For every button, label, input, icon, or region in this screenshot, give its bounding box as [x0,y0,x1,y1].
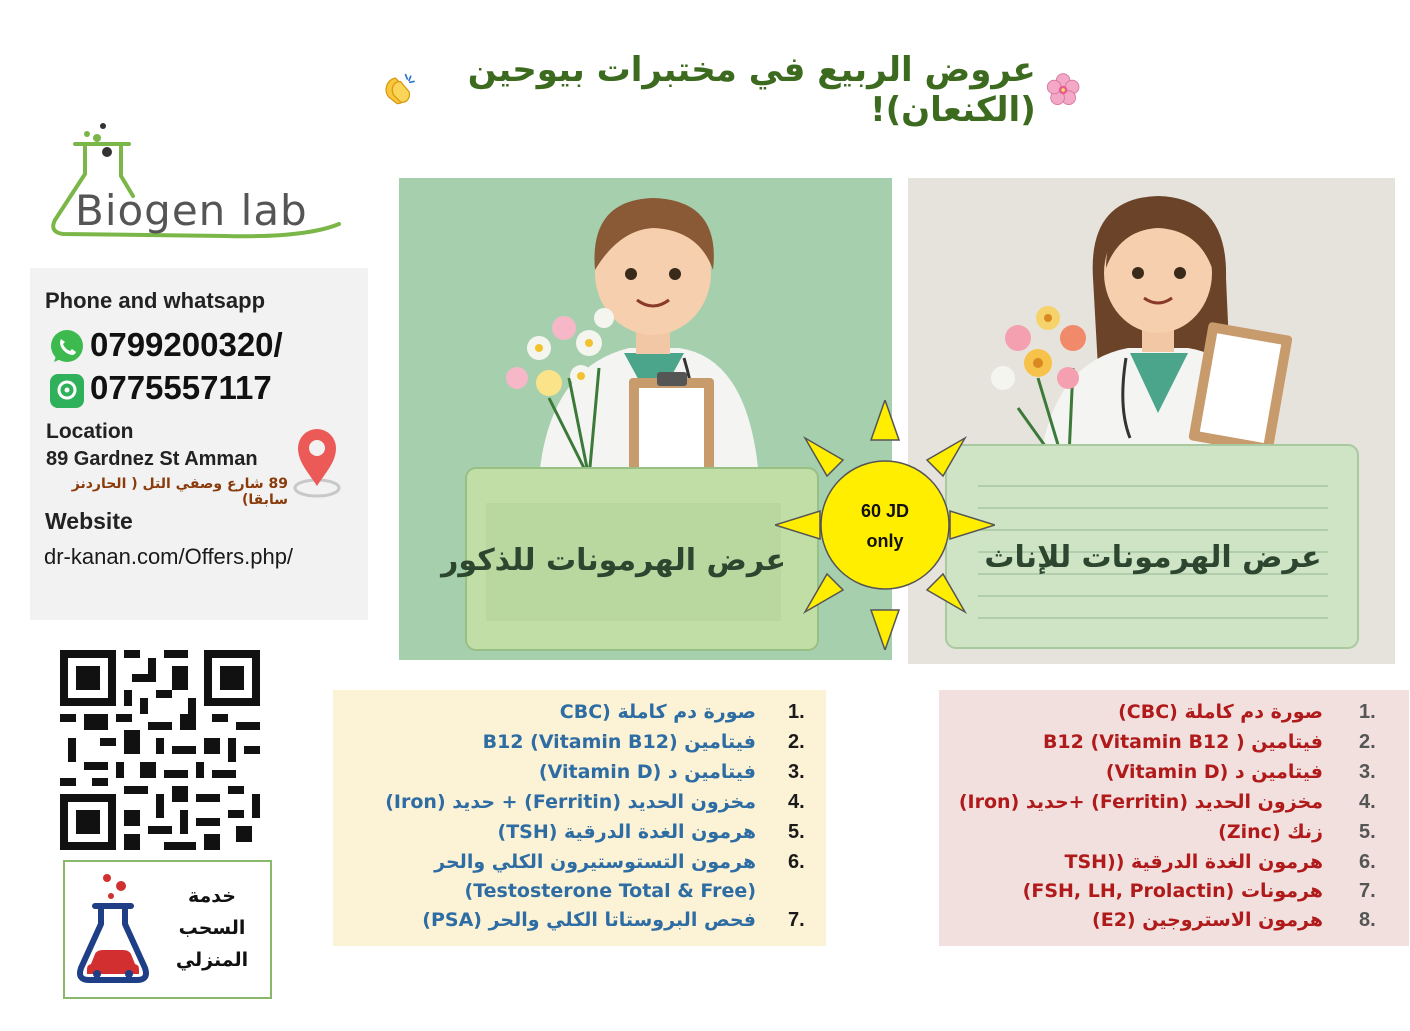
price-amount: 60 JD [860,501,910,521]
list-text: (Testosterone Total & Free) [464,880,756,902]
flower-icon [1046,69,1080,111]
list-number: 7. [1359,880,1376,902]
biogen-logo [45,120,355,250]
price-sun-badge [775,400,995,650]
home-service-text: خدمة السحب المنزلي [175,885,249,971]
list-item [333,791,826,821]
list-number: 1. [1359,701,1376,723]
website-label: Website [45,508,133,534]
list-item [939,851,1409,881]
list-number: 3. [788,761,805,783]
list-item [939,731,1409,761]
female-tests-list [939,690,1409,946]
female-offer-title: عرض الهرمونات للإناث [984,540,1322,575]
list-item [939,821,1409,851]
list-text: مخزون الحديد (Ferritin) + حديد (Iron) [385,791,756,813]
list-number: 1. [788,701,805,723]
price-suffix: only [866,531,904,551]
qr-code[interactable] [60,650,260,850]
address-ar: 89 شارع وصفي التل ( الحاردنز سابقا) [71,476,288,508]
list-item [939,909,1409,939]
list-text: فيتامين د (Vitamin D) [1105,761,1323,783]
headline-text: عروض الربيع في مختبرات بيوحين (الكنعان)! [467,50,1036,130]
list-text: مخزون الحديد (Ferritin) +حديد (Iron) [958,791,1323,813]
list-number: 3. [1359,761,1376,783]
list-number: 4. [788,791,805,813]
address-en: 89 Gardnez St Amman [46,448,258,470]
list-number: 5. [788,821,805,843]
list-number: 6. [788,851,805,873]
phone-number-2[interactable]: 0775557117 [90,369,272,406]
list-item [333,851,826,881]
phone-label: Phone and whatsapp [45,288,266,313]
list-item [333,880,826,910]
list-number: 7. [788,909,805,931]
list-number: 4. [1359,791,1376,813]
list-text: فيتامين ( Vitamin B12) B12 [1042,731,1323,753]
male-offer-title: عرض الهرمونات للذكور [441,543,786,578]
logo-text: Biogen lab [75,186,308,235]
list-number: 6. [1359,851,1376,873]
clapping-hands-icon [380,67,418,113]
list-text: هرمون الاستروجين (E2) [1092,909,1323,931]
list-number: 2. [788,731,805,753]
list-text: فحص البروستاتا الكلي والحر (PSA) [422,909,756,931]
list-item [333,731,826,761]
list-text: هرمون الغدة الدرقية (TSH) [497,821,756,843]
list-text: هرمون الغدة الدرقية ((TSH [1064,851,1323,873]
phone-number-1[interactable]: 0799200320/ [90,326,283,363]
list-item [333,701,826,731]
list-item [939,761,1409,791]
list-text: صورة دم كاملة (CBC [559,701,756,723]
price-text [775,496,995,556]
list-item [333,909,826,939]
list-item [939,701,1409,731]
website-url[interactable]: dr-kanan.com/Offers.php/ [44,544,294,569]
list-item [939,880,1409,910]
flask-car-icon [73,872,153,987]
list-number: 8. [1359,909,1376,931]
list-text: صورة دم كاملة (CBC) [1118,701,1323,723]
list-number: 5. [1359,821,1376,843]
location-label: Location [46,420,134,443]
list-item [333,761,826,791]
home-service-box [63,860,272,999]
list-text: فيتامين د (Vitamin D) [538,761,756,783]
list-text: هرمون التستوستيرون الكلي والحر [434,851,756,873]
list-item [333,821,826,851]
list-text: زنك (Zinc) [1218,821,1323,843]
list-text: هرمونات (FSH, LH, Prolactin) [1022,880,1323,902]
contact-card [30,268,368,620]
list-number: 2. [1359,731,1376,753]
headline [380,50,1080,130]
list-item [939,791,1409,821]
list-text: فيتامين B12 (Vitamin B12) [482,731,756,753]
map-pin-icon [286,424,348,500]
male-tests-list [333,690,826,946]
whatsapp-icon [48,328,86,366]
botim-icon [48,372,86,412]
